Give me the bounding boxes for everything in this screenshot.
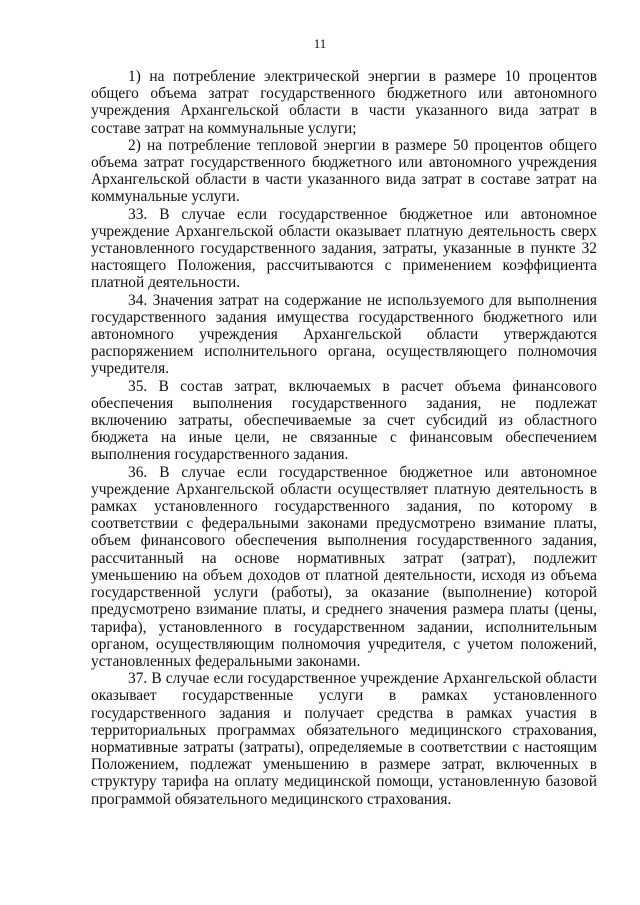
paragraph-34: 34. Значения затрат на содержание не используемого для выполнения государственного задания имущества государственного бюджетного или автономного учреждения Архангельской области утверждаются распоряжением исполнительного органа, осуществляющего полномочия учредителя. (91, 291, 597, 378)
page-number: 11 (313, 36, 327, 51)
paragraph-item-2: 2) на потребление тепловой энергии в размере 50 процентов общего объема затрат государственного бюджетного или автономного учреждения Архангельской области в части указанного вида затрат в составе затрат на коммунальные услуги. (91, 136, 597, 206)
paragraph-33: 33. В случае если государственное бюджетное или автономное учреждение Архангельской области оказывает платную деятельность сверх установленного государственного задания, затраты, указанные в пункте 32 настоящего Положения, рассчитываются с применением коэффициента платной деятельности. (91, 205, 597, 292)
paragraph-35: 35. В состав затрат, включаемых в расчет объема финансового обеспечения выполнения государственного задания, не подлежат включению затраты, обеспечиваемые за счет субсидий из областного бюджета на иные цели, не связанные с финансовым обеспечением выполнения государственного задания. (91, 377, 597, 464)
document-body (91, 68, 597, 808)
paragraph-item-1: 1) на потребление электрической энергии в размере 10 процентов общего объема затрат государственного бюджетного или автономного учреждения Архангельской области в части указанного вида затрат в составе затрат на коммунальные услуги; (91, 68, 597, 137)
paragraph-36: 36. В случае если государственное бюджетное или автономное учреждение Архангельской области осуществляет платную деятельность в рамках установленного государственного задания, по которому в соответствии с федеральными законами предусмотрено взимание платы, объем финансового обеспечения выполнения государственного задания, рассчитанный на основе нормативных затрат (затрат), подлежит уменьшению на объем доходов от платной деятельности, исходя из объема государственной услуги (работы), за оказание (выполнение) которой предусмотрено взимание платы, и среднего значения размера платы (цены, тарифа), установленного в государственном задании, исполнительным органом, осуществляющим полномочия учредителя, с учетом положений, установленных федеральными законами. (91, 463, 597, 670)
paragraph-37: 37. В случае если государственное учреждение Архангельской области оказывает государственные услуги в рамках установленного государственного задания и получает средства в рамках участия в территориальных программах обязательного медицинского страхования, нормативные затраты (затраты), определяемые в соответствии с настоящим Положением, подлежат уменьшению в размере затрат, включенных в структуру тарифа на оплату медицинской помощи, установленную базовой программой обязательного медицинского страхования. (91, 670, 597, 808)
